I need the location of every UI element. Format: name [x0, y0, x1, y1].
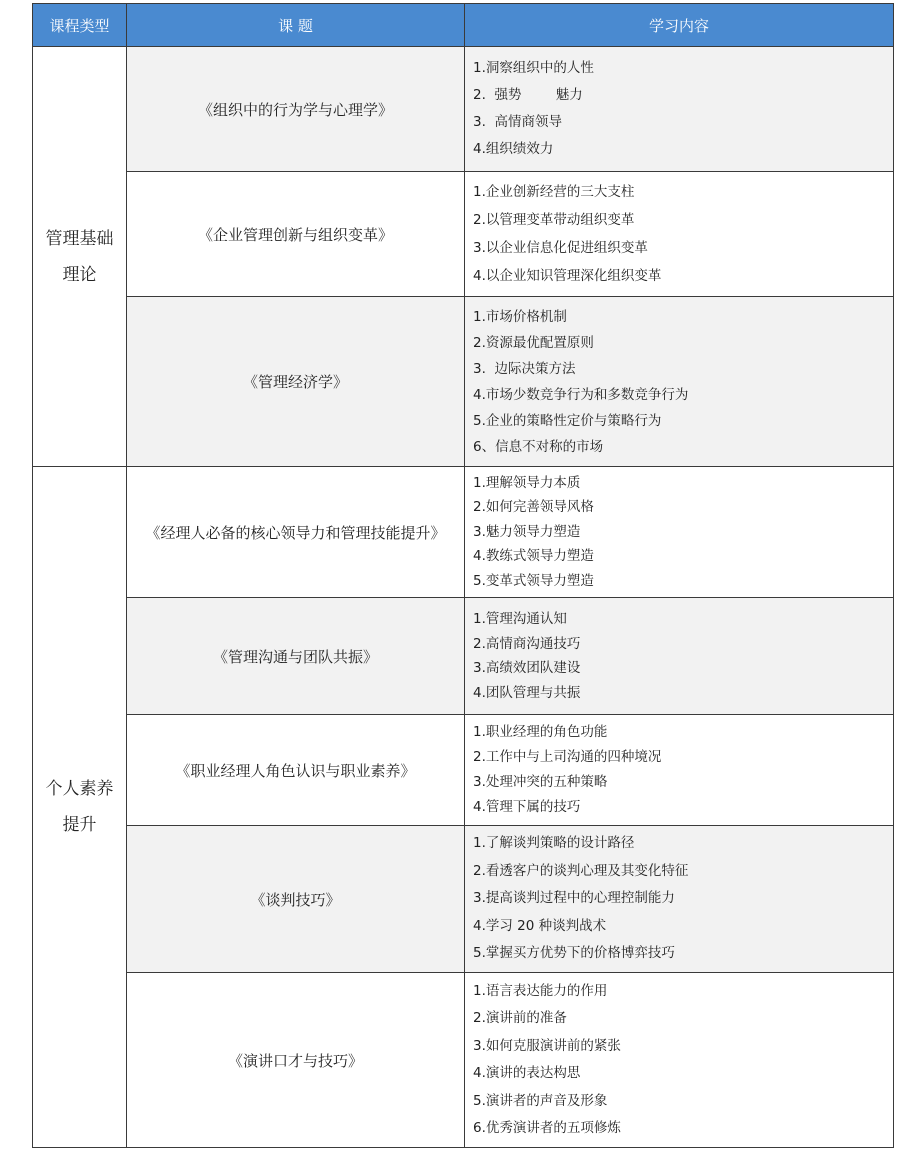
table-row	[33, 297, 894, 467]
table-row	[33, 47, 894, 172]
content-item: 4.学习 20 种谈判战术	[473, 917, 607, 934]
header-content: 学习内容	[465, 4, 894, 47]
table-row	[33, 598, 894, 715]
header-topic: 课 题	[127, 4, 465, 47]
course-type-label: 理论	[62, 264, 97, 285]
content-item: 3.如何克服演讲前的紧张	[473, 1037, 621, 1054]
header-course-type: 课程类型	[33, 4, 127, 47]
content-item: 4.团队管理与共振	[473, 684, 581, 701]
content-item: 2.资源最优配置原则	[473, 334, 594, 351]
content-item: 4.组织绩效力	[473, 141, 554, 157]
content-item: 3.以企业信息化促进组织变革	[473, 240, 648, 256]
content-item: 3.高绩效团队建设	[473, 660, 581, 676]
content-item: 3.处理冲突的五种策略	[473, 774, 608, 790]
course-type-cell	[33, 467, 127, 1148]
content-item: 1.理解领导力本质	[473, 474, 581, 491]
course-type-label: 个人素养	[45, 779, 114, 799]
content-item: 2.高情商沟通技巧	[473, 635, 581, 652]
topic-cell: 《管理经济学》	[127, 297, 465, 467]
content-cell	[465, 715, 894, 826]
table-row	[33, 826, 894, 973]
content-cell	[465, 467, 894, 598]
content-item: 4.以企业知识管理深化组织变革	[473, 268, 662, 284]
content-item: 3.提高谈判过程中的心理控制能力	[473, 890, 675, 907]
topic-cell: 《组织中的行为学与心理学》	[127, 47, 465, 172]
content-item: 2.看透客户的谈判心理及其变化特征	[473, 862, 689, 879]
topic-cell: 《谈判技巧》	[127, 826, 465, 973]
content-item: 5.掌握买方优势下的价格博弈技巧	[473, 945, 675, 962]
topic-cell: 《演讲口才与技巧》	[127, 973, 465, 1148]
table-row	[33, 973, 894, 1148]
content-item: 2.演讲前的准备	[473, 1010, 567, 1026]
topic-cell: 《经理人必备的核心领导力和管理技能提升》	[127, 467, 465, 598]
content-item: 1.市场价格机制	[473, 308, 567, 325]
content-cell	[465, 297, 894, 467]
content-cell	[465, 973, 894, 1148]
content-item: 5.演讲者的声音及形象	[473, 1092, 608, 1109]
content-item: 4.管理下属的技巧	[473, 799, 581, 815]
content-item: 3. 高情商领导	[473, 114, 562, 130]
content-item: 6.优秀演讲者的五项修炼	[473, 1120, 621, 1136]
header-row	[33, 4, 894, 47]
content-item: 5.变革式领导力塑造	[473, 572, 594, 589]
content-item: 1.了解谈判策略的设计路径	[473, 835, 635, 852]
content-item: 2. 强势 魅力	[473, 87, 583, 103]
content-item: 1.管理沟通认知	[473, 611, 567, 627]
course-table	[32, 3, 894, 1148]
content-item: 4.教练式领导力塑造	[473, 548, 594, 565]
content-item: 1.语言表达能力的作用	[473, 982, 608, 999]
content-item: 1.企业创新经营的三大支柱	[473, 184, 635, 200]
content-item: 1.职业经理的角色功能	[473, 724, 608, 740]
content-cell	[465, 47, 894, 172]
course-type-cell	[33, 47, 127, 467]
table-row	[33, 467, 894, 598]
topic-cell: 《职业经理人角色认识与职业素养》	[127, 715, 465, 826]
content-item: 1.洞察组织中的人性	[473, 60, 594, 76]
course-type-label: 管理基础	[45, 228, 114, 249]
topic-cell: 《管理沟通与团队共振》	[127, 598, 465, 715]
content-item: 3. 边际决策方法	[473, 360, 576, 377]
content-item: 2.工作中与上司沟通的四种境况	[473, 749, 662, 765]
content-item: 4.市场少数竞争行为和多数竞争行为	[473, 386, 689, 403]
content-item: 2.以管理变革带动组织变革	[473, 212, 635, 228]
content-item: 4.演讲的表达构思	[473, 1065, 581, 1081]
content-item: 6、信息不对称的市场	[473, 438, 604, 455]
topic-cell: 《企业管理创新与组织变革》	[127, 172, 465, 297]
content-cell	[465, 598, 894, 715]
table-row	[33, 715, 894, 826]
course-type-label: 提升	[62, 815, 97, 835]
content-cell	[465, 826, 894, 973]
content-item: 5.企业的策略性定价与策略行为	[473, 412, 662, 429]
content-cell	[465, 172, 894, 297]
content-item: 3.魅力领导力塑造	[473, 523, 581, 540]
table-row	[33, 172, 894, 297]
content-item: 2.如何完善领导风格	[473, 499, 594, 516]
